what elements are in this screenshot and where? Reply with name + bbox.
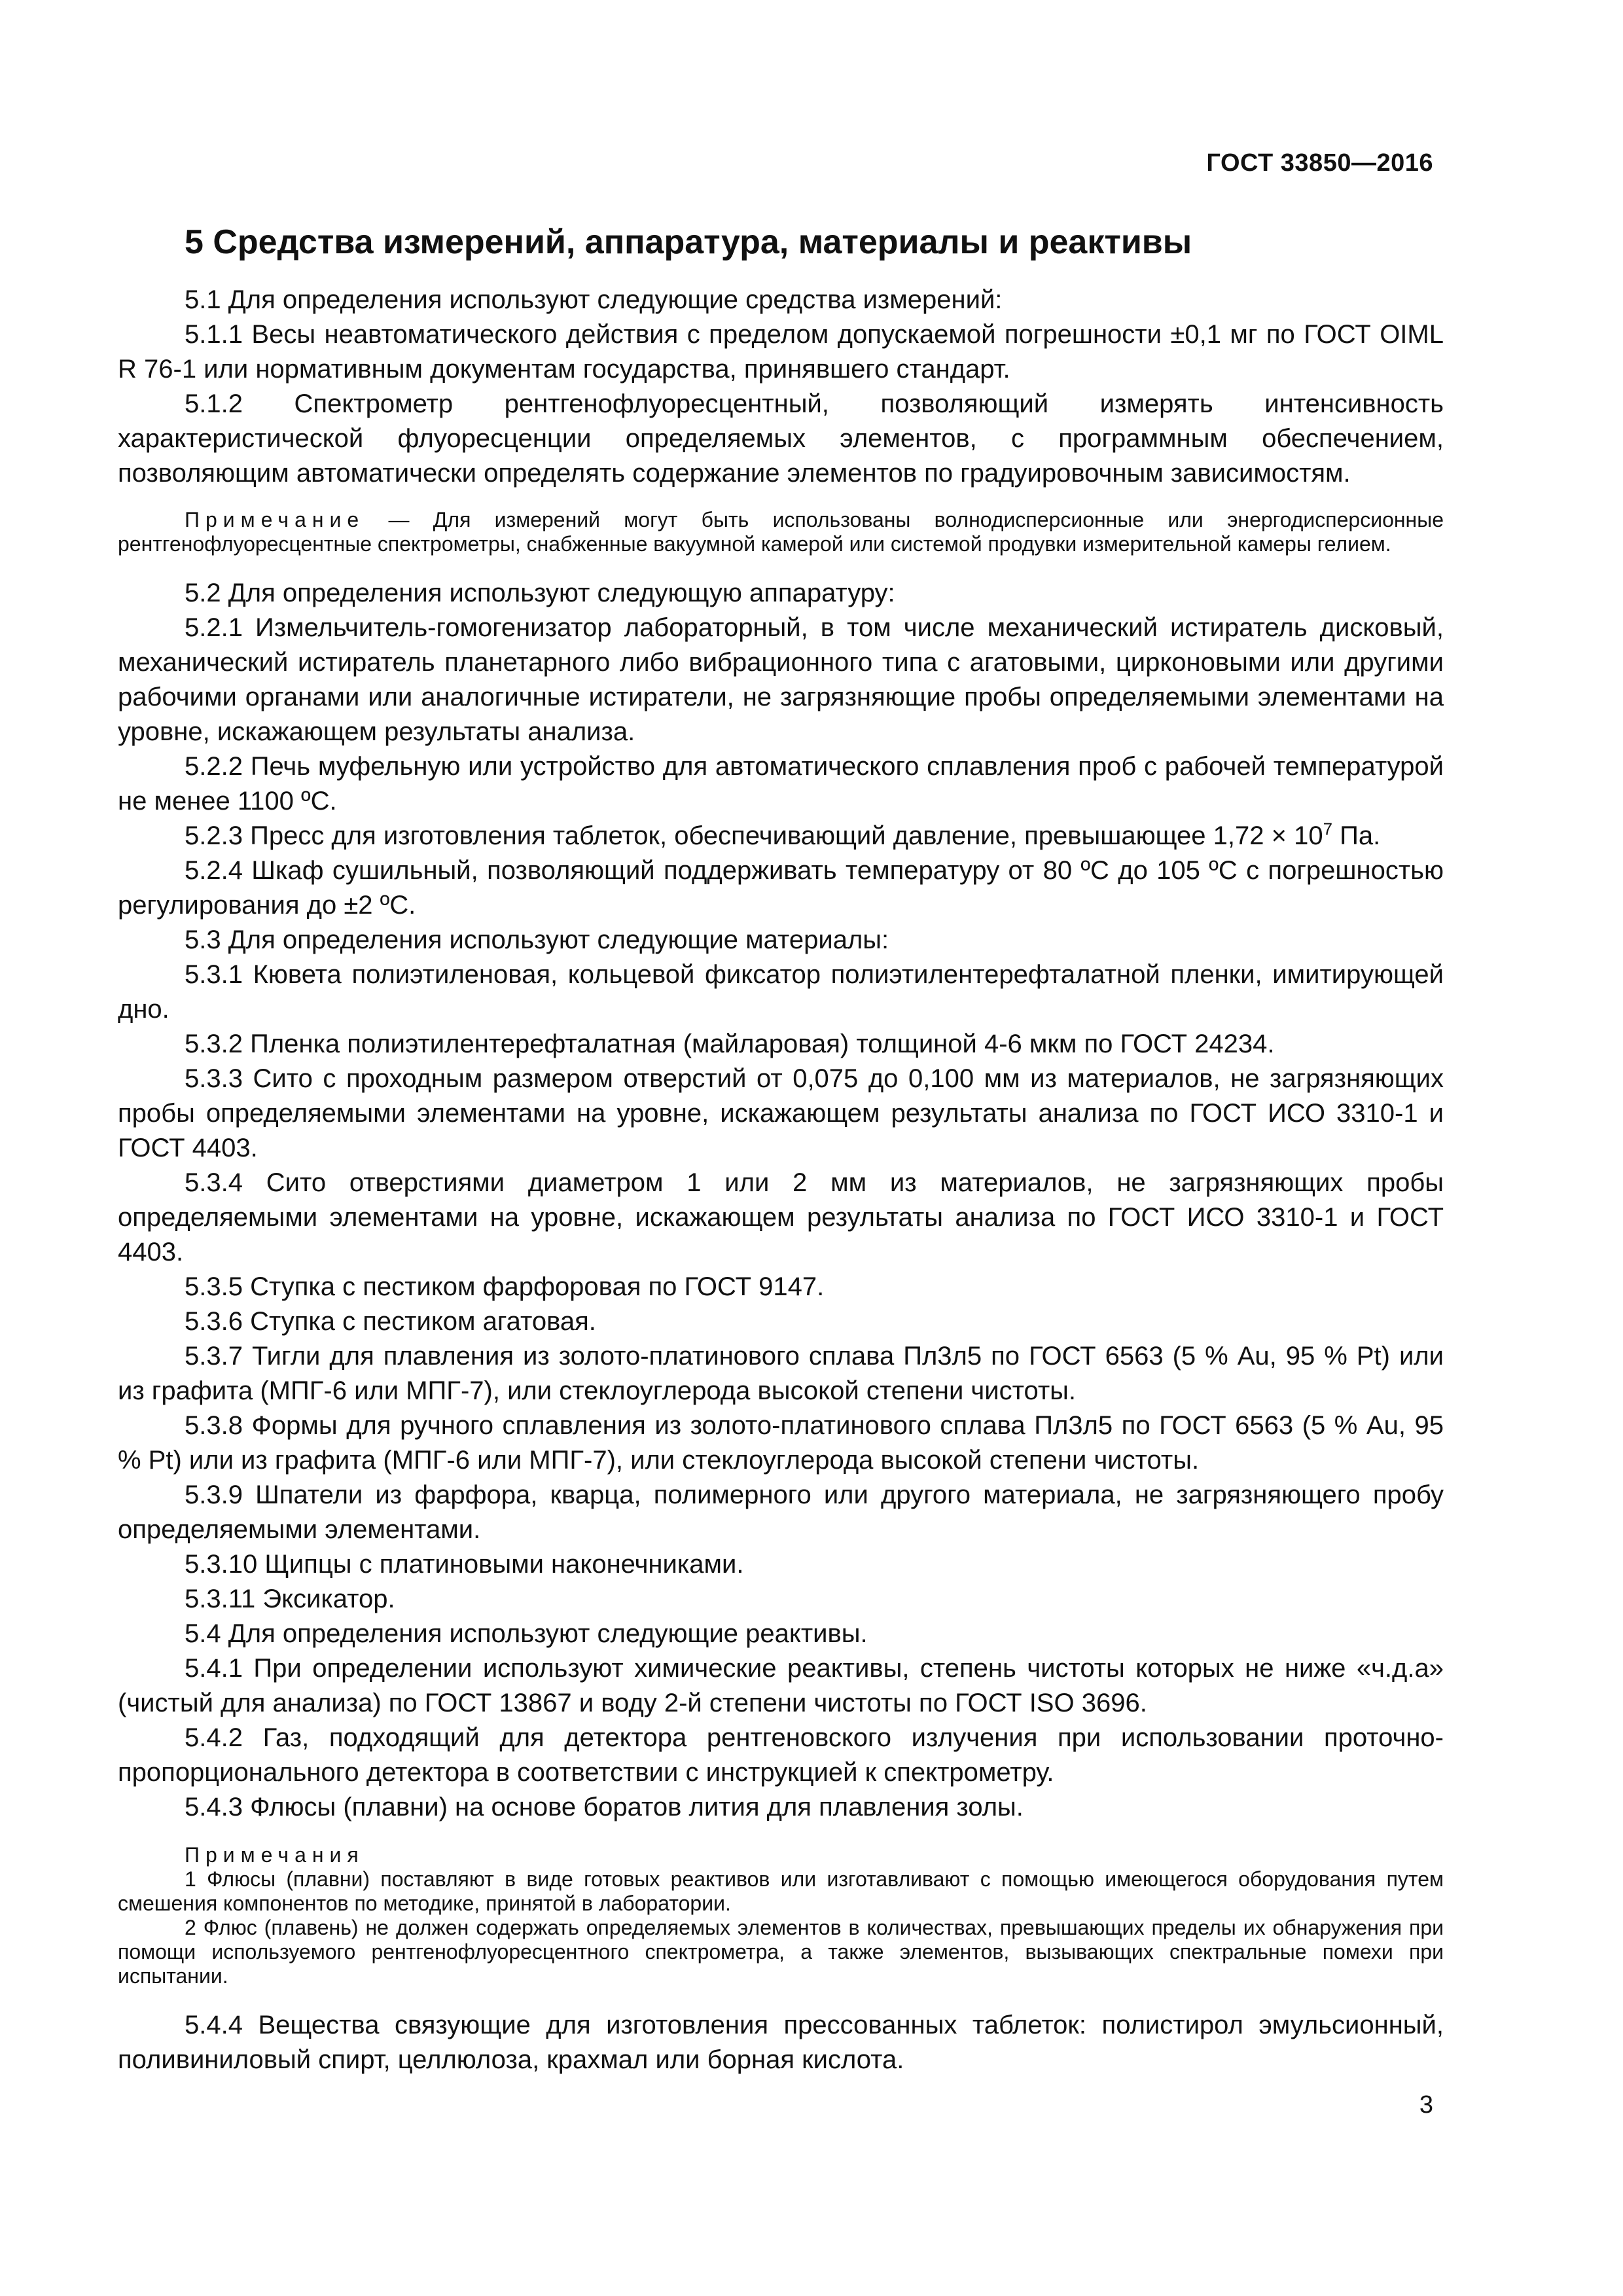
section-title: 5 Средства измерений, аппаратура, материалы и реактивы: [185, 223, 1192, 261]
paragraph-5-4-4: 5.4.4 Вещества связующие для изготовления прессованных таблеток: полистирол эмульсионный, поливиниловый спирт, целлюлоза, крахмал или борная кислота.: [118, 2011, 1444, 2074]
paragraph-5-1-2: 5.1.2 Спектрометр рентгенофлуоресцентный, позволяющий измерять интенсивность характеристической флуоресценции определяемых элементов, с программным обеспечением, позволяющим автоматически определять содержание элементов по градуировочным зависимостям.: [118, 389, 1444, 488]
paragraph-5-2-3: [118, 819, 1444, 853]
paragraph-5-3-8: 5.3.8 Формы для ручного сплавления из золото-платинового сплава Пл3л5 по ГОСТ 6563 (5 % Au, 95 % Pt) или из графита (МПГ-6 или МПГ-7), или стеклоуглерода высокой степени чистоты.: [118, 1411, 1444, 1475]
paragraph-5-3-1: 5.3.1 Кювета полиэтиленовая, кольцевой фиксатор полиэтилентерефталатной пленки, имитирующей дно.: [118, 960, 1444, 1024]
paragraph-5-2: 5.2 Для определения используют следующую аппаратуру:: [185, 579, 895, 607]
paragraph-5-1: 5.1 Для определения используют следующие средства измерений:: [185, 285, 1003, 314]
notes-fluxes: [118, 1843, 1444, 1988]
paragraph-5-3-9: 5.3.9 Шпатели из фарфора, кварца, полимерного или другого материала, не загрязняющего пробу определяемыми элементами.: [118, 1480, 1444, 1544]
note-item-1: 1 Флюсы (плавни) поставляют в виде готовых реактивов или изготавливают с помощью имеющегося оборудования путем смешения компонентов по методике, принятой в лаборатории.: [118, 1867, 1444, 1915]
note-label: Примечание: [185, 508, 365, 531]
paragraph-5-2-1: 5.2.1 Измельчитель-гомогенизатор лабораторный, в том числе механический истиратель дисковый, механический истиратель планетарного либо вибрационного типа с агатовыми, цирконовыми или другими рабочими органами или аналогичные истиратели, не загрязняющие пробы определяемыми элементами на уровне, искажающем результаты анализа.: [118, 613, 1444, 746]
paragraph-5-3-5: 5.3.5 Ступка с пестиком фарфоровая по ГОСТ 9147.: [185, 1272, 825, 1301]
page-number: 3: [1419, 2091, 1433, 2119]
paragraph-5-4-3: 5.4.3 Флюсы (плавни) на основе боратов лития для плавления золы.: [185, 1793, 1024, 1821]
paragraph-5-2-3-text: 5.2.3 Пресс для изготовления таблеток, обеспечивающий давление, превышающее 1,72 × 10: [185, 821, 1323, 850]
paragraph-5-3-3: 5.3.3 Сито с проходным размером отверстий от 0,075 до 0,100 мм из материалов, не загрязняющих пробы определяемыми элементами на уровне, искажающем результаты анализа по ГОСТ ИСО 3310-1 и ГОСТ 4403.: [118, 1064, 1444, 1162]
note-text: — Для измерений могут быть использованы волнодисперсионные или энергодисперсионные рентгенофлуоресцентные спектрометры, снабженные вакуумной камерой или системой продувки измерительной камеры гелием.: [118, 508, 1444, 556]
paragraph-5-2-2: 5.2.2 Печь муфельную или устройство для автоматического сплавления проб с рабочей температурой не менее 1100 ºС.: [118, 752, 1444, 816]
paragraph-5-2-3-unit: Па.: [1332, 821, 1381, 850]
paragraph-5-1-1: 5.1.1 Весы неавтоматического действия с пределом допускаемой погрешности ±0,1 мг по ГОСТ OIML R 76-1 или нормативным документам государства, принявшего стандарт.: [118, 320, 1444, 384]
paragraph-5-2-3-exponent: 7: [1323, 819, 1333, 839]
paragraph-5-3: 5.3 Для определения используют следующие материалы:: [185, 925, 889, 954]
paragraph-5-4-1: 5.4.1 При определении используют химические реактивы, степень чистоты которых не ниже «ч.д.а» (чистый для анализа) по ГОСТ 13867 и воду 2-й степени чистоты по ГОСТ ISO 3696.: [118, 1654, 1444, 1717]
paragraph-5-2-4: 5.2.4 Шкаф сушильный, позволяющий поддерживать температуру от 80 ºС до 105 ºС с погрешностью регулирования до ±2 ºС.: [118, 856, 1444, 920]
paragraph-5-3-11: 5.3.11 Эксикатор.: [185, 1585, 395, 1613]
paragraph-5-3-7: 5.3.7 Тигли для плавления из золото-платинового сплава Пл3л5 по ГОСТ 6563 (5 % Au, 95 % Pt) или из графита (МПГ-6 или МПГ-7), или стеклоуглерода высокой степени чистоты.: [118, 1342, 1444, 1405]
paragraph-5-4-2: 5.4.2 Газ, подходящий для детектора рентгеновского излучения при использовании проточно-пропорционального детектора в соответствии с инструкцией к спектрометру.: [118, 1723, 1444, 1787]
note-spectrometers: [118, 508, 1444, 556]
paragraph-5-4: 5.4 Для определения используют следующие реактивы.: [185, 1619, 868, 1648]
paragraph-5-3-2: 5.3.2 Пленка полиэтилентерефталатная (майларовая) толщиной 4-6 мкм по ГОСТ 24234.: [185, 1030, 1275, 1058]
paragraph-5-3-6: 5.3.6 Ступка с пестиком агатовая.: [185, 1307, 596, 1336]
paragraph-5-3-4: 5.3.4 Сито отверстиями диаметром 1 или 2 мм из материалов, не загрязняющих пробы определяемыми элементами на уровне, искажающем результаты анализа по ГОСТ ИСО 3310-1 и ГОСТ 4403.: [118, 1168, 1444, 1266]
document-body: [118, 283, 1444, 2077]
notes-label: Примечания: [185, 1843, 365, 1867]
note-item-2: 2 Флюс (плавень) не должен содержать определяемых элементов в количествах, превышающих пределы их обнаружения при помощи используемого рентгенофлуоресцентного спектрометра, а также элементов, вызывающих спектральные помехи при испытании.: [118, 1916, 1444, 1988]
paragraph-5-3-10: 5.3.10 Щипцы с платиновыми наконечниками.: [185, 1550, 744, 1579]
document-id-header: ГОСТ 33850—2016: [1206, 149, 1433, 177]
